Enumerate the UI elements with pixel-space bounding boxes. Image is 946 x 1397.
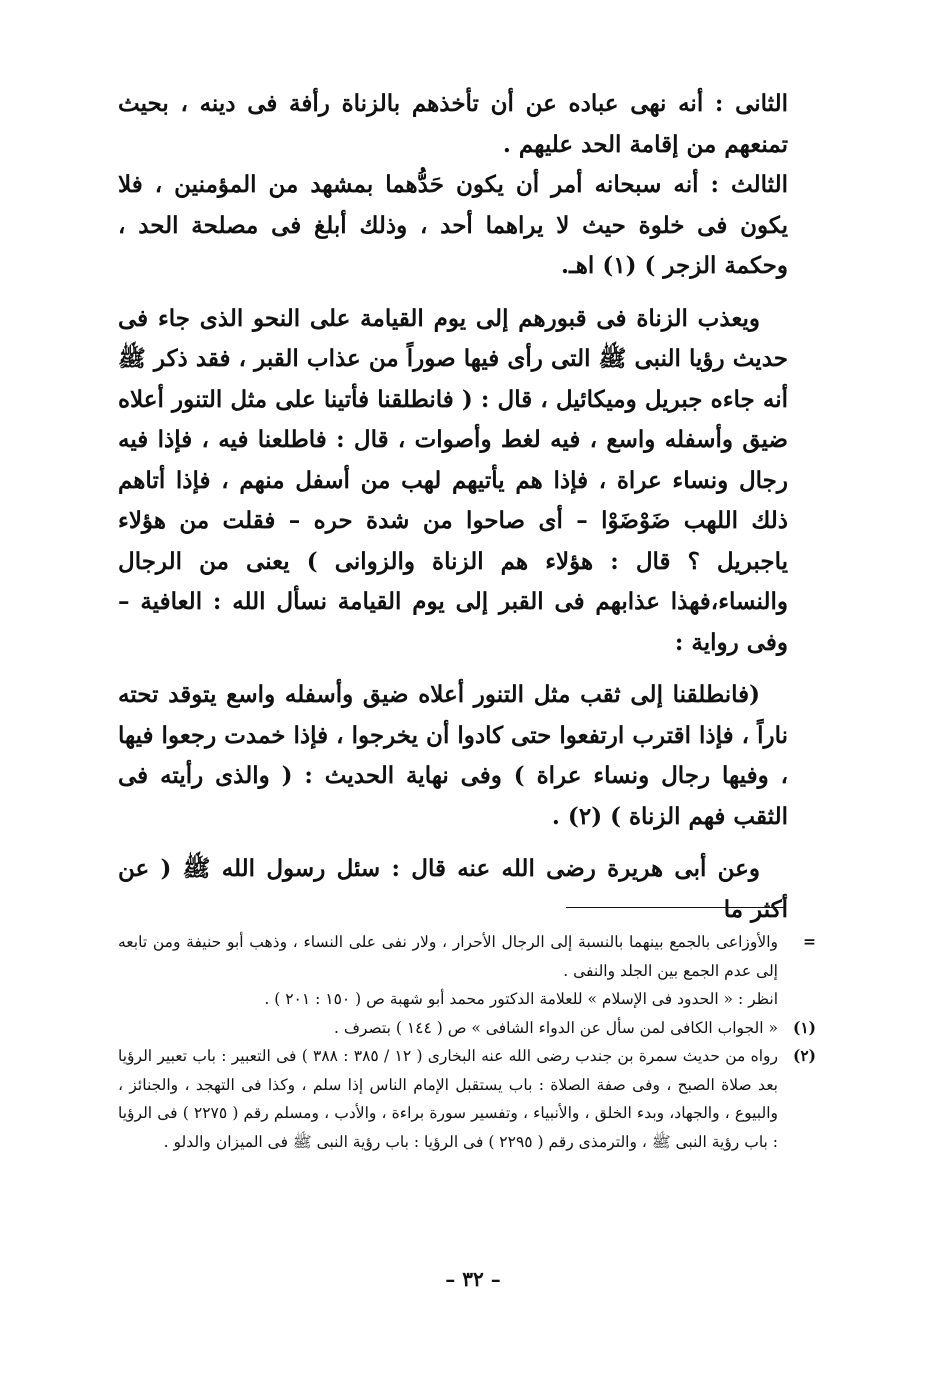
footnote-mark: =	[803, 932, 816, 951]
footnote-text: والأوزاعى بالجمع بينهما بالنسبة إلى الرجال الأحرار ، ولار نفى على النساء ، وذهب أبو حنيفة ومن تابعه إلى عدم الجمع بين الجلد والنفى .	[118, 933, 778, 980]
footnote-separator	[566, 907, 784, 908]
footnote-text: رواه من حديث سمرة بن جندب رضى الله عنه البخارى ( ١٢ / ٣٨٥ : ٣٨٨ ) فى التعبير : باب تعبير الرؤيا بعد صلاة الصبح ، وفى صفة الصلاة : باب يستقبل الإمام الناس إذا سلم ، وكذا فى التهجد ، والجنائز ، والبيوع ، والجهاد، وبدء الخلق ، والأنبياء ، وتفسير سورة براءة ، والأدب ، ومسلم رقم ( ٢٢٧٥ ) فى الرؤيا : باب رؤية النبى ﷺ ، والترمذى رقم ( ٢٢٩٥ ) فى الرؤيا : باب رؤية النبى ﷺ فى الميزان والدلو .	[118, 1047, 778, 1151]
footnote-1	[118, 1014, 816, 1043]
footnote-text: « الجواب الكافى لمن سأل عن الدواء الشافى » ص ( ١٤٤ ) بتصرف .	[334, 1018, 778, 1037]
footnote-mark: (٢)	[792, 1046, 816, 1065]
footnote-continuation	[118, 928, 816, 985]
footnotes	[118, 928, 816, 1156]
footnote-text: انظر : « الحدود فى الإسلام » للعلامة الدكتور محمد أبو شهبة ص ( ١٥٠ : ٢٠١ ) .	[264, 990, 778, 1008]
footnote-reference	[118, 985, 816, 1014]
paragraph-grave-punishment: ويعذب الزناة فى قبورهم إلى يوم القيامة على النحو الذى جاء فى حديث رؤيا النبى ﷺ التى رأى فيها صوراً من عذاب القبر ، فقد ذكر ﷺ أنه جاءه جبريل وميكائيل ، قال : ( فانطلقنا فأتينا على مثل التنور أعلاه ضيق وأسفله واسع ، فيه لغط وأصوات ، قال : فاطلعنا فيه ، فإذا فيه رجال ونساء عراة ، فإذا هم يأتيهم لهب من أسفل منهم ، فإذا أتاهم ذلك اللهب ضَوْضَوْا – أى صاحوا من شدة حره – فقلت من هؤلاء ياجبريل ؟ قال : هؤلاء هم الزناة والزوانى ) يعنى من الرجال والنساء،فهذا عذابهم فى القبر إلى يوم القيامة نسأل الله : العافية – وفى رواية :	[118, 304, 788, 656]
page-number: – ٣٢ –	[445, 1267, 501, 1291]
paragraph-narration: (فانطلقنا إلى ثقب مثل التنور أعلاه ضيق وأسفله واسع يتوقد تحته ناراً ، فإذا اقترب ارتفعوا حتى كادوا أن يخرجوا ، فإذا خمدت رجعوا فيها ، وفيها رجال ونساء عراة ) وفى نهاية الحديث : ( والذى رأيته فى الثقب فهم الزناة ) (٢) .	[118, 681, 788, 830]
footnote-mark: (١)	[792, 1017, 816, 1037]
paragraph-second-point: الثانى : أنه نهى عباده عن أن تأخذهم بالزناة رأفة فى دينه ، بحيث تمنعهم من إقامة الحد عليهم .	[118, 90, 788, 158]
main-text	[118, 84, 788, 930]
paragraph-abu-hurayra: وعن أبى هريرة رضى الله عنه قال : سئل رسول الله ﷺ ( عن أكثر ما	[118, 855, 788, 923]
footnote-2	[118, 1042, 816, 1156]
paragraph-third-point: الثالث : أنه سبحانه أمر أن يكون حَدُّهما بمشهد من المؤمنين ، فلا يكون فى خلوة حيث لا يراهما أحد ، وذلك أبلغ فى مصلحة الحد ، وحكمة الزجر ) (١) اهـ.	[118, 171, 788, 279]
